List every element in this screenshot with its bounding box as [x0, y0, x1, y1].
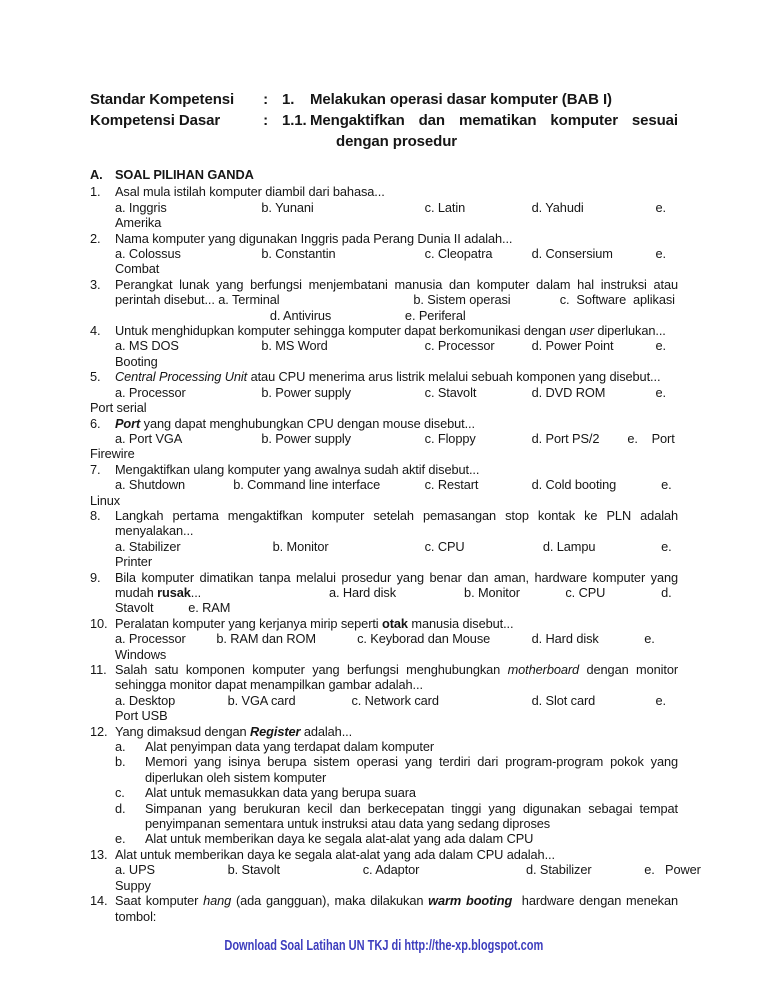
text-segment: Suppy: [115, 877, 151, 893]
text-segment: rusak: [157, 584, 191, 600]
text-segment: e. RAM: [188, 600, 231, 616]
text-segment: ...: [190, 584, 202, 600]
question-number: 4.: [90, 323, 101, 339]
sub-option-marker: c.: [115, 785, 125, 801]
header-label: Kompetensi Dasar: [90, 112, 221, 129]
sub-option-line: [115, 754, 678, 769]
question-number: 12.: [90, 723, 108, 739]
text-segment: dengan monitor: [579, 662, 678, 677]
text-segment: warm booting: [428, 893, 513, 909]
option-cell: [425, 539, 543, 554]
question-body: [115, 508, 678, 570]
question-body: [115, 323, 678, 369]
option-cell: [115, 246, 261, 261]
sub-option-text: [145, 739, 678, 754]
header-row: [90, 89, 678, 110]
question-number: 6.: [90, 415, 101, 431]
question-body: [115, 184, 678, 230]
option-cell: [644, 631, 678, 646]
option-cell: [661, 585, 678, 600]
option-cell: [655, 385, 678, 400]
question: [90, 570, 678, 616]
footer: [0, 938, 768, 954]
question-body: [115, 277, 678, 323]
text-segment: c. Software aplikasi: [559, 292, 675, 308]
text-segment: c. Cleopatra: [424, 246, 493, 262]
text-segment: Combat: [115, 261, 160, 277]
question-number: 14.: [90, 893, 108, 909]
question-body: [115, 662, 678, 724]
text-segment: Peralatan komputer yang kerjanya mirip seperti: [115, 615, 383, 631]
text-segment: b. VGA card: [227, 692, 296, 708]
question-line: [115, 354, 678, 369]
text-segment: sehingga monitor dapat menampilkan gambar adalah...: [115, 677, 423, 693]
option-cell: [261, 385, 424, 400]
text-segment: b. RAM dan ROM: [216, 631, 316, 647]
question-number: 10.: [90, 615, 108, 631]
question-line: [115, 878, 678, 893]
text-segment: Saat komputer: [115, 893, 204, 909]
question-line: [90, 446, 678, 461]
text-segment: d. Consersium: [531, 246, 613, 262]
text-segment: Asal mula istilah komputer diambil dari bahasa...: [115, 184, 385, 200]
text-segment: a. Shutdown: [115, 477, 186, 493]
text-segment: c. Stavolt: [424, 384, 477, 400]
text-segment: Booting: [115, 353, 158, 369]
sub-option-text: [145, 785, 678, 800]
question-number: 7.: [90, 461, 101, 477]
option-cell: [261, 431, 424, 446]
text-segment: b. Command line interface: [233, 477, 381, 493]
question-body: [90, 369, 678, 416]
question: [90, 462, 678, 508]
text-segment: e.: [655, 199, 666, 215]
question-line: [115, 909, 678, 924]
option-cell: [425, 431, 532, 446]
sub-option-text: [145, 801, 678, 816]
option-cell: [261, 246, 424, 261]
question: [90, 846, 701, 893]
question-line: [115, 231, 678, 246]
text-segment: e.: [655, 692, 666, 708]
footer-download-link: Download Soal Latihan UN TKJ di http://the-xp.blogspot.com: [224, 938, 544, 954]
option-cell: [532, 385, 656, 400]
header-number: 1.: [282, 91, 295, 108]
option-cell: [425, 338, 532, 353]
option-cell: [532, 477, 661, 492]
text-segment: a. Desktop: [115, 692, 176, 708]
question: [90, 508, 678, 570]
question: [90, 416, 678, 462]
header-colon: :: [263, 91, 268, 108]
option-cell: [655, 338, 678, 353]
option-cell: [425, 246, 532, 261]
question-line: [115, 662, 678, 677]
text-segment: c. Keyborad dan Mouse: [357, 631, 491, 647]
question: [90, 369, 678, 415]
option-cell: [565, 585, 661, 600]
option-cell: [115, 385, 261, 400]
text-segment: d. Cold booting: [531, 477, 617, 493]
question: [90, 616, 678, 662]
text-segment: Bila komputer dimatikan tanpa melalui prosedur yang benar dan aman, hardware komputer yang: [115, 569, 678, 585]
sub-option-line: [115, 831, 678, 846]
options-line: [115, 539, 678, 554]
option-cell: [627, 431, 678, 446]
question-line: [115, 708, 678, 723]
text-segment: d. Hard disk: [531, 631, 599, 647]
options-line: [115, 200, 678, 215]
question: [90, 231, 678, 277]
sub-option-marker: b.: [115, 754, 126, 770]
question-line: [115, 554, 678, 569]
competency-header: [90, 89, 678, 152]
option-cell: [261, 200, 424, 215]
option-cell: [115, 292, 413, 307]
text-segment: a. Colossus: [115, 246, 181, 262]
text-segment: Firewire: [90, 446, 135, 462]
text-segment: a. MS DOS: [115, 338, 179, 354]
options-line: [115, 477, 678, 492]
option-cell: [661, 539, 678, 554]
text-segment: manusia disebut...: [407, 615, 514, 631]
question-line: [115, 724, 678, 739]
text-segment: Untuk menghidupkan komputer sehingga komputer dapat berkomunikasi dengan: [115, 323, 570, 339]
text-segment: Alat untuk memasukkan data yang berupa suara: [145, 785, 416, 801]
text-segment: e. Periferal: [404, 307, 466, 323]
option-cell: [464, 585, 565, 600]
option-cell: [188, 600, 678, 615]
option-cell: [115, 631, 216, 646]
question-line: [115, 523, 678, 538]
question: [90, 662, 678, 724]
option-cell: [216, 631, 357, 646]
question-number: 1.: [90, 184, 101, 200]
text-segment: c. CPU: [565, 584, 606, 600]
option-cell: [115, 477, 233, 492]
option-cell: [115, 308, 270, 323]
options-line: [115, 585, 678, 600]
options-line: [115, 308, 678, 323]
header-row: [90, 110, 678, 131]
option-cell: [425, 385, 532, 400]
sub-option-line: [115, 785, 678, 800]
sub-option-text: [145, 831, 678, 846]
text-segment: Central Processing Unit: [115, 369, 248, 385]
question-line: [115, 323, 678, 338]
text-segment: c. Network card: [351, 692, 439, 708]
option-cell: [526, 862, 644, 877]
options-line: [115, 292, 678, 307]
question: [90, 893, 678, 924]
option-cell: [644, 862, 701, 877]
question-number: 11.: [90, 662, 107, 677]
text-segment: b. Monitor: [464, 584, 520, 600]
text-segment: d. Port PS/2: [531, 430, 600, 446]
question-list: [90, 184, 701, 924]
text-segment: user: [569, 323, 594, 339]
option-cell: [115, 200, 261, 215]
sub-option-marker: e.: [115, 831, 126, 847]
text-segment: a. Port VGA: [115, 430, 183, 446]
text-segment: d. Stabilizer: [525, 862, 592, 878]
question-line: [90, 493, 678, 508]
text-segment: a. Inggris: [115, 199, 167, 215]
text-segment: b. Monitor: [272, 538, 329, 554]
question-body: [90, 461, 678, 508]
question-line: [115, 677, 678, 692]
option-cell: [655, 693, 678, 708]
option-cell: [228, 693, 352, 708]
sub-option-marker: d.: [115, 800, 126, 816]
question-body: [115, 570, 678, 616]
text-segment: Linux: [90, 492, 121, 508]
question-line: [115, 847, 678, 862]
text-segment: d. Lampu: [542, 538, 596, 554]
text-segment: b. Power supply: [261, 384, 351, 400]
text-segment: otak: [382, 615, 408, 631]
options-line: [115, 862, 701, 878]
option-cell: [115, 600, 188, 615]
option-cell: [405, 308, 678, 323]
option-cell: [357, 631, 532, 646]
header-text: dengan prosedur: [336, 133, 458, 150]
text-segment: c. Adaptor: [362, 862, 420, 878]
text-segment: Nama komputer yang digunakan Inggris pada Perang Dunia II adalah...: [115, 230, 513, 246]
option-cell: [115, 693, 228, 708]
question-line: [115, 647, 678, 662]
question-line: [115, 261, 678, 276]
question-number: 5.: [90, 369, 101, 385]
text-segment: Alat penyimpan data yang terdapat dalam komputer: [145, 739, 434, 755]
text-segment: yang dapat menghubungkan CPU dengan mouse disebut...: [140, 415, 475, 431]
question-line: [115, 508, 678, 523]
text-segment: Printer: [115, 554, 152, 570]
option-cell: [351, 693, 531, 708]
option-cell: [661, 477, 678, 492]
text-segment: e.: [655, 338, 666, 354]
question-number: 13.: [90, 846, 108, 862]
text-segment: (ada gangguan), maka dilakukan: [231, 893, 429, 909]
option-cell: [115, 539, 273, 554]
text-segment: diperlukan...: [593, 323, 666, 339]
text-segment: Port: [115, 415, 141, 431]
section-title: SOAL PILIHAN GANDA: [115, 167, 254, 182]
option-cell: [425, 200, 532, 215]
text-segment: e.: [644, 631, 655, 647]
text-segment: Alat untuk memberikan daya ke segala alat-alat yang ada dalam CPU: [145, 831, 534, 847]
question: [90, 184, 678, 230]
question-number: 9.: [90, 569, 101, 585]
text-segment: e. Port: [627, 430, 675, 446]
text-segment: b. Constantin: [261, 246, 336, 262]
text-segment: Memori yang isinya berupa sistem operasi yang terdiri dari program-program pokok yang: [145, 754, 678, 770]
option-cell: [115, 431, 261, 446]
sub-option-line: [115, 739, 678, 754]
question-number: 8.: [90, 507, 101, 523]
text-segment: penyimpanan sementara untuk instruksi atau data yang sedang diproses: [145, 816, 551, 832]
text-segment: Port USB: [115, 708, 168, 724]
question-line: [115, 277, 678, 292]
option-cell: [532, 338, 656, 353]
question-line: [115, 893, 678, 908]
option-cell: [560, 292, 678, 307]
text-segment: b. Power supply: [261, 430, 351, 446]
text-segment: c. CPU: [424, 538, 465, 554]
text-segment: a. Processor: [115, 384, 186, 400]
options-line: [115, 338, 678, 353]
question-body: [115, 231, 678, 277]
text-segment: Perangkat lunak yang berfungsi menjembatani manusia dan komputer dalam hal instruksi atau: [115, 276, 678, 292]
text-segment: a. UPS: [115, 862, 155, 878]
header-number: 1.1.: [282, 112, 307, 129]
section-marker: A.: [90, 167, 103, 182]
text-segment: Yang dimaksud dengan: [115, 723, 250, 739]
option-cell: [273, 539, 425, 554]
sub-option-text: [145, 754, 678, 769]
options-line: [115, 631, 678, 646]
text-segment: a. Processor: [115, 631, 186, 647]
question-line: [115, 570, 678, 585]
question-line: [115, 184, 678, 199]
option-cell: [425, 477, 532, 492]
question-body: [115, 846, 701, 893]
text-segment: diperlukan oleh sistem komputer: [145, 769, 327, 785]
option-cell: [532, 431, 628, 446]
text-segment: c. Latin: [424, 199, 466, 215]
option-cell: [115, 862, 228, 877]
sub-option-line: [115, 801, 678, 816]
question-body: [115, 616, 678, 662]
option-cell: [532, 631, 645, 646]
header-number: [268, 131, 310, 152]
question-line: [115, 816, 678, 831]
option-cell: [363, 862, 526, 877]
sub-option-marker: a.: [115, 739, 126, 755]
option-cell: [413, 292, 559, 307]
question-number: 3.: [90, 276, 101, 292]
question-line: [115, 369, 678, 384]
options-line: [115, 431, 678, 446]
text-segment: e.: [655, 384, 666, 400]
option-cell: [270, 308, 405, 323]
option-cell: [532, 246, 656, 261]
options-line: [115, 693, 678, 708]
text-segment: b. MS Word: [261, 338, 328, 354]
option-cell: [329, 585, 464, 600]
question-body: [115, 724, 678, 847]
text-segment: Alat untuk memberikan daya ke segala alat-alat yang ada dalam CPU adalah...: [115, 846, 555, 862]
text-segment: Port serial: [90, 400, 147, 416]
question-line: [115, 416, 678, 431]
options-line: [115, 600, 678, 615]
text-segment: Mengaktifkan ulang komputer yang awalnya sudah aktif disebut...: [115, 461, 480, 477]
text-segment: Amerika: [115, 215, 162, 231]
text-segment: Register: [249, 723, 301, 739]
header-text: Mengaktifkan dan mematikan komputer sesuai: [310, 112, 678, 129]
question-line: [90, 400, 678, 415]
text-segment: b. Yunani: [261, 199, 314, 215]
text-segment: a. Stabilizer: [115, 538, 181, 554]
text-segment: Stavolt: [115, 600, 154, 616]
text-segment: c. Processor: [424, 338, 495, 354]
header-label: Standar Kompetensi: [90, 91, 235, 108]
option-cell: [532, 200, 656, 215]
text-segment: perintah disebut... a. Terminal: [115, 292, 280, 308]
option-cell: [543, 539, 661, 554]
question-line: [115, 770, 678, 785]
header-text: Melakukan operasi dasar komputer (BAB I): [310, 91, 612, 108]
text-segment: hang: [203, 893, 232, 909]
text-segment: d.: [661, 584, 672, 600]
text-segment: c. Restart: [424, 477, 479, 493]
text-segment: a. Hard disk: [328, 584, 397, 600]
text-segment: d. DVD ROM: [531, 384, 606, 400]
option-cell: [115, 338, 261, 353]
text-segment: adalah...: [300, 723, 353, 739]
option-cell: [261, 338, 424, 353]
text-segment: e.: [655, 246, 666, 262]
text-segment: d. Power Point: [531, 338, 614, 354]
text-segment: mudah: [115, 584, 158, 600]
text-segment: d. Antivirus: [269, 307, 332, 323]
text-segment: motherboard: [507, 662, 580, 677]
question-line: [115, 616, 678, 631]
options-line: [115, 385, 678, 400]
text-segment: b. Sistem operasi: [413, 292, 511, 308]
option-cell: [115, 585, 329, 600]
text-segment: e.: [661, 538, 672, 554]
option-cell: [228, 862, 363, 877]
question-body: [115, 893, 678, 924]
text-segment: menyalakan...: [115, 523, 194, 539]
text-segment: c. Floppy: [424, 430, 476, 446]
option-cell: [655, 246, 678, 261]
text-segment: d. Yahudi: [531, 199, 584, 215]
text-segment: hardware dengan menekan: [512, 893, 678, 909]
text-segment: tombol:: [115, 908, 157, 924]
question-number: 2.: [90, 230, 101, 246]
text-segment: Windows: [115, 646, 167, 662]
options-line: [115, 246, 678, 261]
text-segment: Simpanan yang berukuran kecil dan berkecepatan tinggi yang digunakan sebagai tempat: [145, 800, 678, 816]
header-row: [90, 131, 678, 152]
text-segment: e. Power: [644, 862, 701, 878]
question: [90, 277, 678, 323]
section-heading: [90, 167, 678, 182]
option-cell: [233, 477, 424, 492]
option-cell: [655, 200, 678, 215]
text-segment: d. Slot card: [531, 692, 596, 708]
option-cell: [532, 693, 656, 708]
text-segment: b. Stavolt: [227, 862, 280, 878]
header-colon: :: [263, 112, 268, 129]
question: [90, 323, 678, 369]
question: [90, 724, 678, 847]
text-segment: e.: [661, 477, 672, 493]
question-line: [115, 462, 678, 477]
question-line: [115, 215, 678, 230]
text-segment: atau CPU menerima arus listrik melalui sebuah komponen yang disebut...: [247, 369, 661, 385]
question-body: [90, 415, 678, 462]
text-segment: Salah satu komponen komputer yang berfungsi menghubungkan: [115, 662, 508, 677]
text-segment: Langkah pertama mengaktifkan komputer setelah pemasangan stop kontak ke PLN adalah: [115, 507, 678, 523]
